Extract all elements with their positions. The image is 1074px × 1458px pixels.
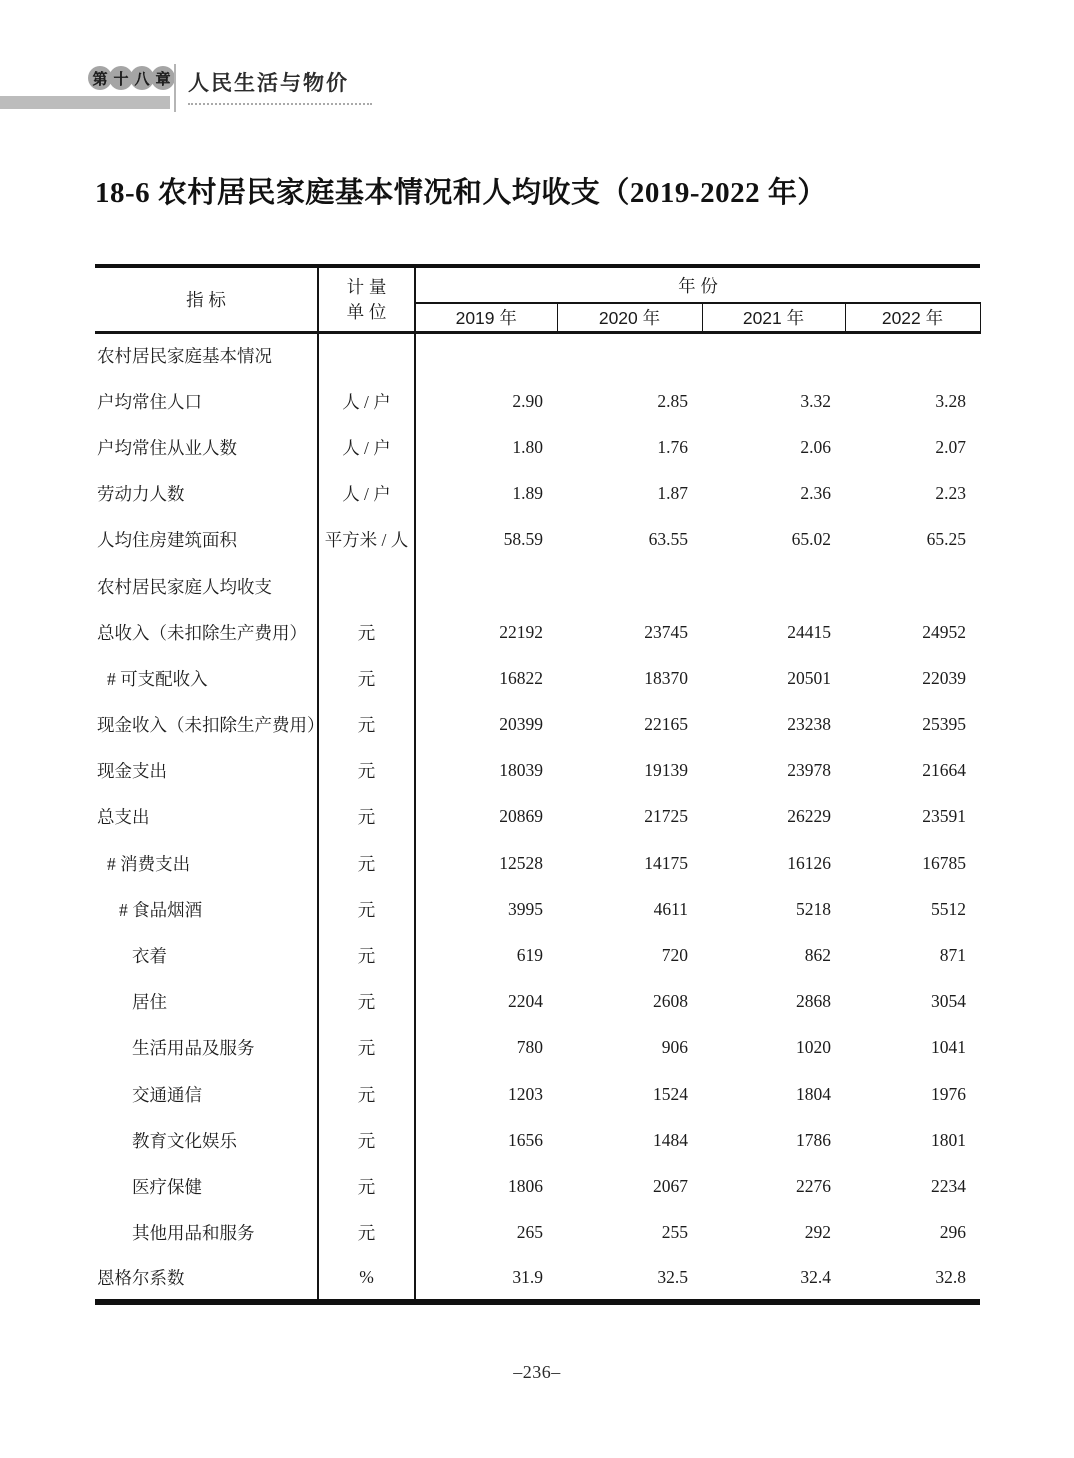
row-value-2019: 18039 (499, 760, 543, 781)
row-value-2021: 24415 (787, 621, 831, 642)
row-unit: 人 / 户 (318, 471, 415, 517)
row-value-2022: 3.28 (935, 390, 966, 411)
row-value-2021: 3.32 (800, 390, 831, 411)
row-value-2019 (415, 332, 557, 378)
row-value-2022 (845, 332, 980, 378)
row-indicator: # 消费支出 (95, 840, 318, 886)
row-value-2022: 1976 (931, 1083, 966, 1104)
row-indicator: # 可支配收入 (95, 655, 318, 701)
row-value-2022: 2.07 (935, 436, 966, 457)
row-unit (318, 332, 415, 378)
row-value-2021: 32.4 (800, 1266, 831, 1287)
row-indicator: 总支出 (95, 794, 318, 840)
row-value-2019: 22192 (499, 621, 543, 642)
chapter-divider-line (174, 64, 176, 112)
row-value-2020: 1484 (653, 1129, 688, 1150)
row-value-2021: 20501 (787, 667, 831, 688)
table-row (95, 332, 980, 378)
row-value-2022: 25395 (922, 714, 966, 735)
badge-char-circle: 第 (88, 66, 112, 90)
row-value-2019: 265 (516, 1222, 543, 1243)
row-value-2021: 2276 (796, 1175, 831, 1196)
row-indicator: 劳动力人数 (95, 471, 318, 517)
header-unit-line1: 计 量 (346, 277, 387, 298)
table-row (95, 471, 980, 517)
row-unit: 人 / 户 (318, 424, 415, 470)
table-row (95, 1163, 980, 1209)
row-value-2021: 2.36 (800, 483, 831, 504)
row-value-2021: 65.02 (791, 529, 831, 550)
row-value-2021: 5218 (796, 898, 831, 919)
table-row (95, 1025, 980, 1071)
row-value-2022: 3054 (931, 991, 966, 1012)
row-unit: 元 (318, 979, 415, 1025)
row-unit: 元 (318, 932, 415, 978)
row-unit: 元 (318, 1117, 415, 1163)
row-value-2020: 255 (661, 1222, 688, 1243)
row-value-2022 (845, 563, 980, 609)
statistical-table (95, 264, 981, 1305)
badge-char-circle: 十 (109, 66, 133, 90)
table-row (95, 609, 980, 655)
row-indicator: 农村居民家庭基本情况 (95, 332, 318, 378)
row-indicator: 人均住房建筑面积 (95, 517, 318, 563)
row-value-2021: 862 (804, 945, 831, 966)
row-value-2019: 1806 (508, 1175, 543, 1196)
row-indicator: 总收入（未扣除生产费用） (95, 609, 318, 655)
row-value-2021: 292 (804, 1222, 831, 1243)
row-unit: 元 (318, 1025, 415, 1071)
row-value-2020: 1.87 (657, 483, 688, 504)
row-value-2020: 19139 (644, 760, 688, 781)
row-unit: 元 (318, 840, 415, 886)
row-value-2020: 1524 (653, 1083, 688, 1104)
row-unit: 元 (318, 609, 415, 655)
row-indicator: 医疗保健 (95, 1163, 318, 1209)
row-value-2019: 16822 (499, 667, 543, 688)
table-row (95, 794, 980, 840)
row-value-2022: 2234 (931, 1175, 966, 1196)
row-value-2022: 22039 (922, 667, 966, 688)
row-value-2022: 65.25 (926, 529, 966, 550)
chapter-title: 人民生活与物价 (188, 72, 349, 95)
row-value-2021: 23978 (787, 760, 831, 781)
row-value-2021: 26229 (787, 806, 831, 827)
row-unit: 元 (318, 655, 415, 701)
statistical-table-wrap (95, 264, 980, 1305)
table-row (95, 1071, 980, 1117)
row-value-2021: 16126 (787, 852, 831, 873)
row-unit: 元 (318, 748, 415, 794)
row-value-2020: 1.76 (657, 436, 688, 457)
table-row (95, 655, 980, 701)
row-value-2022: 21664 (922, 760, 966, 781)
chapter-title-underline (188, 103, 372, 105)
row-indicator: 生活用品及服务 (95, 1025, 318, 1071)
chapter-number-badge (88, 66, 172, 90)
row-unit: 人 / 户 (318, 378, 415, 424)
row-value-2022: 24952 (922, 621, 966, 642)
row-value-2022: 296 (939, 1222, 966, 1243)
row-value-2021: 1804 (796, 1083, 831, 1104)
row-value-2019: 1656 (508, 1129, 543, 1150)
table-row (95, 840, 980, 886)
table-title: 18-6 农村居民家庭基本情况和人均收支（2019-2022 年） (95, 177, 827, 209)
row-indicator: # 食品烟酒 (95, 886, 318, 932)
table-row (95, 748, 980, 794)
row-value-2020: 2.85 (657, 390, 688, 411)
row-indicator: 教育文化娱乐 (95, 1117, 318, 1163)
table-row (95, 932, 980, 978)
row-value-2020: 21725 (644, 806, 688, 827)
row-value-2020 (557, 563, 702, 609)
table-row (95, 886, 980, 932)
row-value-2019: 20869 (499, 806, 543, 827)
row-value-2020: 14175 (644, 852, 688, 873)
row-value-2021 (702, 332, 845, 378)
row-value-2022: 1801 (931, 1129, 966, 1150)
table-body (95, 332, 980, 1302)
row-unit: 元 (318, 702, 415, 748)
row-value-2021 (702, 563, 845, 609)
table-row (95, 1256, 980, 1302)
header-year-group: 年 份 (415, 266, 980, 303)
row-unit: 元 (318, 794, 415, 840)
row-value-2020: 906 (661, 1037, 688, 1058)
row-value-2021: 2868 (796, 991, 831, 1012)
row-unit: % (318, 1256, 415, 1302)
row-value-2021: 1020 (796, 1037, 831, 1058)
row-indicator: 户均常住从业人数 (95, 424, 318, 470)
badge-char-circle: 八 (130, 66, 154, 90)
row-unit: 元 (318, 886, 415, 932)
header-year-2019: 2019 年 (455, 307, 517, 328)
row-value-2020: 22165 (644, 714, 688, 735)
row-value-2021: 23238 (787, 714, 831, 735)
row-indicator: 现金支出 (95, 748, 318, 794)
row-indicator: 交通通信 (95, 1071, 318, 1117)
row-value-2020: 2067 (653, 1175, 688, 1196)
badge-char-circle: 章 (151, 66, 175, 90)
header-unit-line2: 单 位 (346, 302, 387, 323)
row-value-2019 (415, 563, 557, 609)
row-value-2022: 2.23 (935, 483, 966, 504)
header-year-2022: 2022 年 (845, 303, 980, 332)
row-unit: 元 (318, 1210, 415, 1256)
row-value-2019: 2204 (508, 991, 543, 1012)
row-indicator: 现金收入（未扣除生产费用） (95, 702, 318, 748)
row-indicator: 户均常住人口 (95, 378, 318, 424)
row-unit: 平方米 / 人 (318, 517, 415, 563)
row-value-2019: 12528 (499, 852, 543, 873)
row-value-2019: 20399 (499, 714, 543, 735)
table-row (95, 563, 980, 609)
row-value-2020: 18370 (644, 667, 688, 688)
header-year-2020: 2020 年 (557, 303, 702, 332)
row-value-2022: 1041 (931, 1037, 966, 1058)
row-indicator: 居住 (95, 979, 318, 1025)
row-value-2019: 619 (516, 945, 543, 966)
row-value-2022: 23591 (922, 806, 966, 827)
row-indicator: 农村居民家庭人均收支 (95, 563, 318, 609)
row-value-2020: 32.5 (657, 1266, 688, 1287)
row-indicator: 其他用品和服务 (95, 1210, 318, 1256)
row-value-2021: 1786 (796, 1129, 831, 1150)
table-row (95, 1117, 980, 1163)
row-value-2020 (557, 332, 702, 378)
row-value-2022: 871 (939, 945, 966, 966)
header-unit (318, 266, 415, 332)
row-value-2019: 1203 (508, 1083, 543, 1104)
row-value-2019: 1.80 (512, 436, 543, 457)
header-year-2021: 2021 年 (702, 303, 845, 332)
table-row (95, 378, 980, 424)
row-value-2019: 3995 (508, 898, 543, 919)
row-value-2021: 2.06 (800, 436, 831, 457)
row-value-2020: 4611 (653, 898, 688, 919)
row-value-2022: 32.8 (935, 1266, 966, 1287)
row-unit: 元 (318, 1163, 415, 1209)
table-header (95, 266, 980, 332)
row-value-2019: 31.9 (512, 1266, 543, 1287)
row-value-2019: 58.59 (503, 529, 543, 550)
row-value-2019: 2.90 (512, 390, 543, 411)
row-value-2022: 5512 (931, 898, 966, 919)
row-unit: 元 (318, 1071, 415, 1117)
row-value-2020: 720 (661, 945, 688, 966)
table-row (95, 1210, 980, 1256)
row-indicator: 衣着 (95, 932, 318, 978)
table-row (95, 424, 980, 470)
row-value-2020: 63.55 (648, 529, 688, 550)
row-value-2022: 16785 (922, 852, 966, 873)
table-row (95, 702, 980, 748)
page-number: –236– (513, 1362, 561, 1382)
table-row (95, 517, 980, 563)
row-value-2020: 2608 (653, 991, 688, 1012)
row-unit (318, 563, 415, 609)
row-value-2019: 780 (516, 1037, 543, 1058)
row-value-2019: 1.89 (512, 483, 543, 504)
chapter-accent-bar (0, 96, 170, 109)
header-indicator: 指 标 (95, 266, 318, 332)
row-indicator: 恩格尔系数 (95, 1256, 318, 1302)
table-row (95, 979, 980, 1025)
row-value-2020: 23745 (644, 621, 688, 642)
